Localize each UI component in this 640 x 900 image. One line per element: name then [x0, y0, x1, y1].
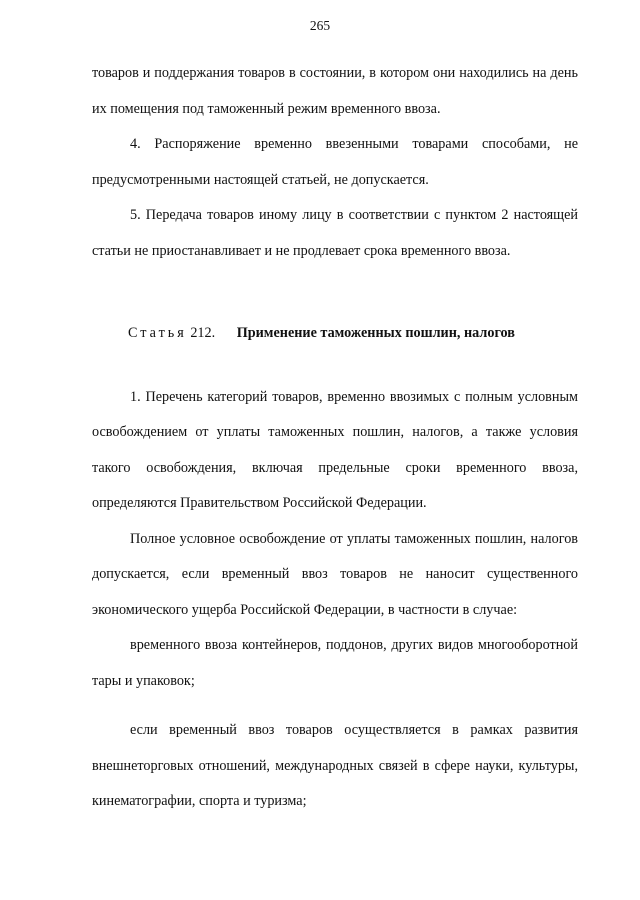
paragraph-article-1: 1. Перечень категорий товаров, временно ввозимых с полным условным освобождением от уплаты таможенных пошлин, налогов, а также условия такого освобождения, включая предельные сроки временного ввоза, определяются Правительством Российской Федерации. [92, 388, 578, 511]
article-heading [92, 316, 578, 352]
paragraph-article-conditions: Полное условное освобождение от уплаты таможенных пошлин, налогов допускается, если временный ввоз товаров не наносит существенного экономического ущерба Российской Федерации, в частности в случае: [92, 530, 578, 618]
document-body [92, 56, 578, 834]
paragraph-item-5: 5. Передача товаров иному лицу в соответствии с пунктом 2 настоящей статьи не приостанавливает и не продлевает срока временного ввоза. [92, 207, 578, 259]
article-label: Статья [128, 325, 187, 341]
list-item: если временный ввоз товаров осуществляется в рамках развития внешнеторговых отношений, международных связей в сфере науки, культуры, кинематографии, спорта и туризма; [92, 722, 578, 810]
article-number: 212. [190, 325, 216, 341]
page-number: 265 [309, 18, 331, 33]
paragraph-item-4: 4. Распоряжение временно ввезенными товарами способами, не предусмотренными настоящей статьей, не допускается. [92, 136, 578, 188]
list-item: временного ввоза контейнеров, поддонов, других видов многооборотной тары и упаковок; [92, 637, 578, 689]
paragraph-continuation: товаров и поддержания товаров в состоянии, в котором они находились на день их помещения под таможенный режим временного ввоза. [92, 65, 578, 117]
article-title: Применение таможенных пошлин, налогов [236, 325, 515, 341]
